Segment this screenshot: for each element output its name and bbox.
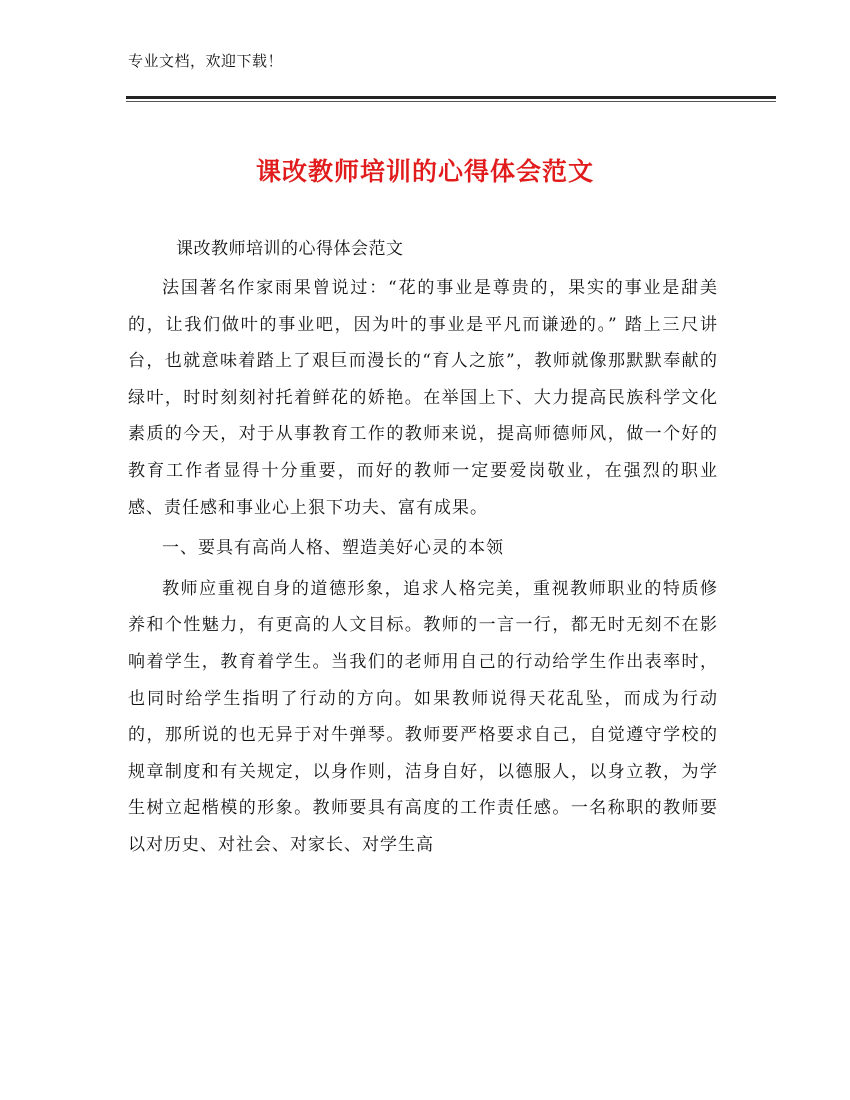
section-heading: 一、要具有高尚人格、塑造美好心灵的本领 xyxy=(162,538,504,559)
header-rule-thick xyxy=(126,96,776,99)
document-subtitle: 课改教师培训的心得体会范文 xyxy=(176,239,404,259)
document-body xyxy=(128,270,718,864)
header-rule-thin xyxy=(126,101,776,102)
header-note: 专业文档，欢迎下载！ xyxy=(128,52,284,70)
paragraph: 法国著名作家雨果曾说过：“花的事业是尊贵的，果实的事业是甜美的，让我们做叶的事业吧，因为叶的事业是平凡而谦逊的。” 踏上三尺讲台，也就意味着踏上了艰巨而漫长的“育人之旅”，教师就像那默默奉献的绿叶，时时刻刻衬托着鲜花的娇艳。在举国上下、大力提高民族科学文化素质的今天，对于从事教育工作的教师来说，提高师德师风，做一个好的教育工作者显得十分重要，而好的教师一定要爱岗敬业，在强烈的职业感、责任感和事业心上狠下功夫、富有成果。 xyxy=(128,278,718,518)
paragraph: 教师应重视自身的道德形象，追求人格完美，重视教师职业的特质修养和个性魅力，有更高的人文目标。教师的一言一行，都无时无刻不在影响着学生，教育着学生。当我们的老师用自己的行动给学生作出表率时，也同时给学生指明了行动的方向。如果教师说得天花乱坠，而成为行动的，那所说的也无异于对牛弹琴。教师要严格要求自己，自觉遵守学校的规章制度和有关规定，以身作则，洁身自好，以德服人，以身立教，为学生树立起楷模的形象。教师要具有高度的工作责任感。一名称职的教师要以对历史、对社会、对家长、对学生高 xyxy=(128,578,718,855)
document-title: 课改教师培训的心得体会范文 xyxy=(255,157,594,186)
